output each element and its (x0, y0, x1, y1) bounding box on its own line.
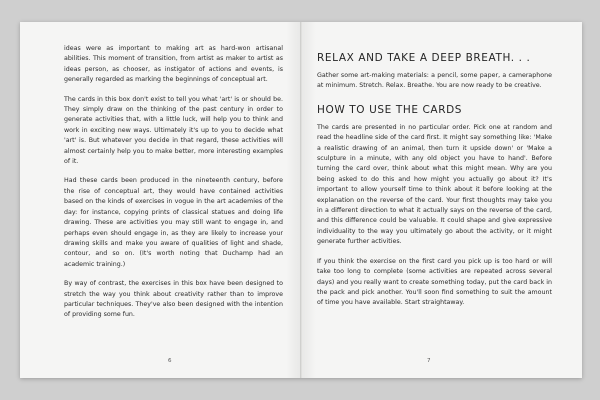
right-page (301, 22, 582, 378)
left-page-number: 6 (168, 358, 172, 364)
left-paragraph-1: ideas were as important to making art as hard-won artisanal abilities. This moment of transition, from artist as maker to artist as ideas person, as chooser, as instigator of actions and events, is generally regarded as marking the beginnings of conceptual art. (64, 45, 283, 84)
left-paragraph-2: The cards in this box don't exist to tell you what 'art' is or should be. They simply draw on the thinking of the past century in order to generate activities that, with a little luck, will help you to think and work in exciting new ways. Ultimately it's up to you to decide what 'art' is. But whatever you decide in that regard, these activities will almost certainly help you to make better, more interesting examples of it. (64, 95, 283, 166)
intro-paragraph: Gather some art-making materials: a pencil, some paper, a cameraphone at minimum. Stretch. Relax. Breathe. You are now ready to be creative. (317, 72, 552, 90)
left-page (20, 22, 301, 378)
right-paragraph-2: If you think the exercise on the first card you pick up is too hard or will take too long to complete (some activities are repeated across several days) and you really want to create something today, put the card back in the pack and pick another. You'll soon find something to suit the amount of time you have available. Start straightaway. (317, 257, 552, 307)
left-paragraph-3: Had these cards been produced in the nineteenth century, before the rise of conceptual art, they would have contained activities based on the kinds of exercises in vogue in the art academies of the day: for instance, copying prints of classical statues and doing life drawing. These are activities you may still want to engage in, and perhaps even should engage in, as they are likely to increase your drawing skills and make you aware of qualities of light and shade, contour, and so on. (It's worth noting that Duchamp had an academic training.) (64, 177, 283, 268)
heading-how-to-use: HOW TO USE THE CARDS (317, 103, 463, 116)
left-paragraph-4: By way of contrast, the exercises in this box have been designed to stretch the way you think about creativity rather than to improve particular techniques. They've also been designed with the intention of providing some fun. (64, 280, 283, 319)
open-book (20, 22, 582, 378)
right-page-number: 7 (427, 358, 431, 364)
heading-relax: RELAX AND TAKE A DEEP BREATH. . . (317, 52, 531, 64)
right-paragraph-1: The cards are presented in no particular order. Pick one at random and read the headline side of the card first. It might say something like: 'Make a realistic drawing of an animal, then turn it upside down' or 'Make a sculpture in a minute, with any old object you have to hand'. Before turning the card over, think about what this might mean. Why are you being asked to do this and how might you actually go about it? It's important to allow yourself time to think about it before looking at the explanation on the reverse of the card. Your first thoughts may take you in a different direction to what it actually says on the reverse of the card, and this difference could be valuable. It could shape and give expressive individuality to the way you ultimately go about the activity, or it might generate further activities. (317, 123, 552, 246)
